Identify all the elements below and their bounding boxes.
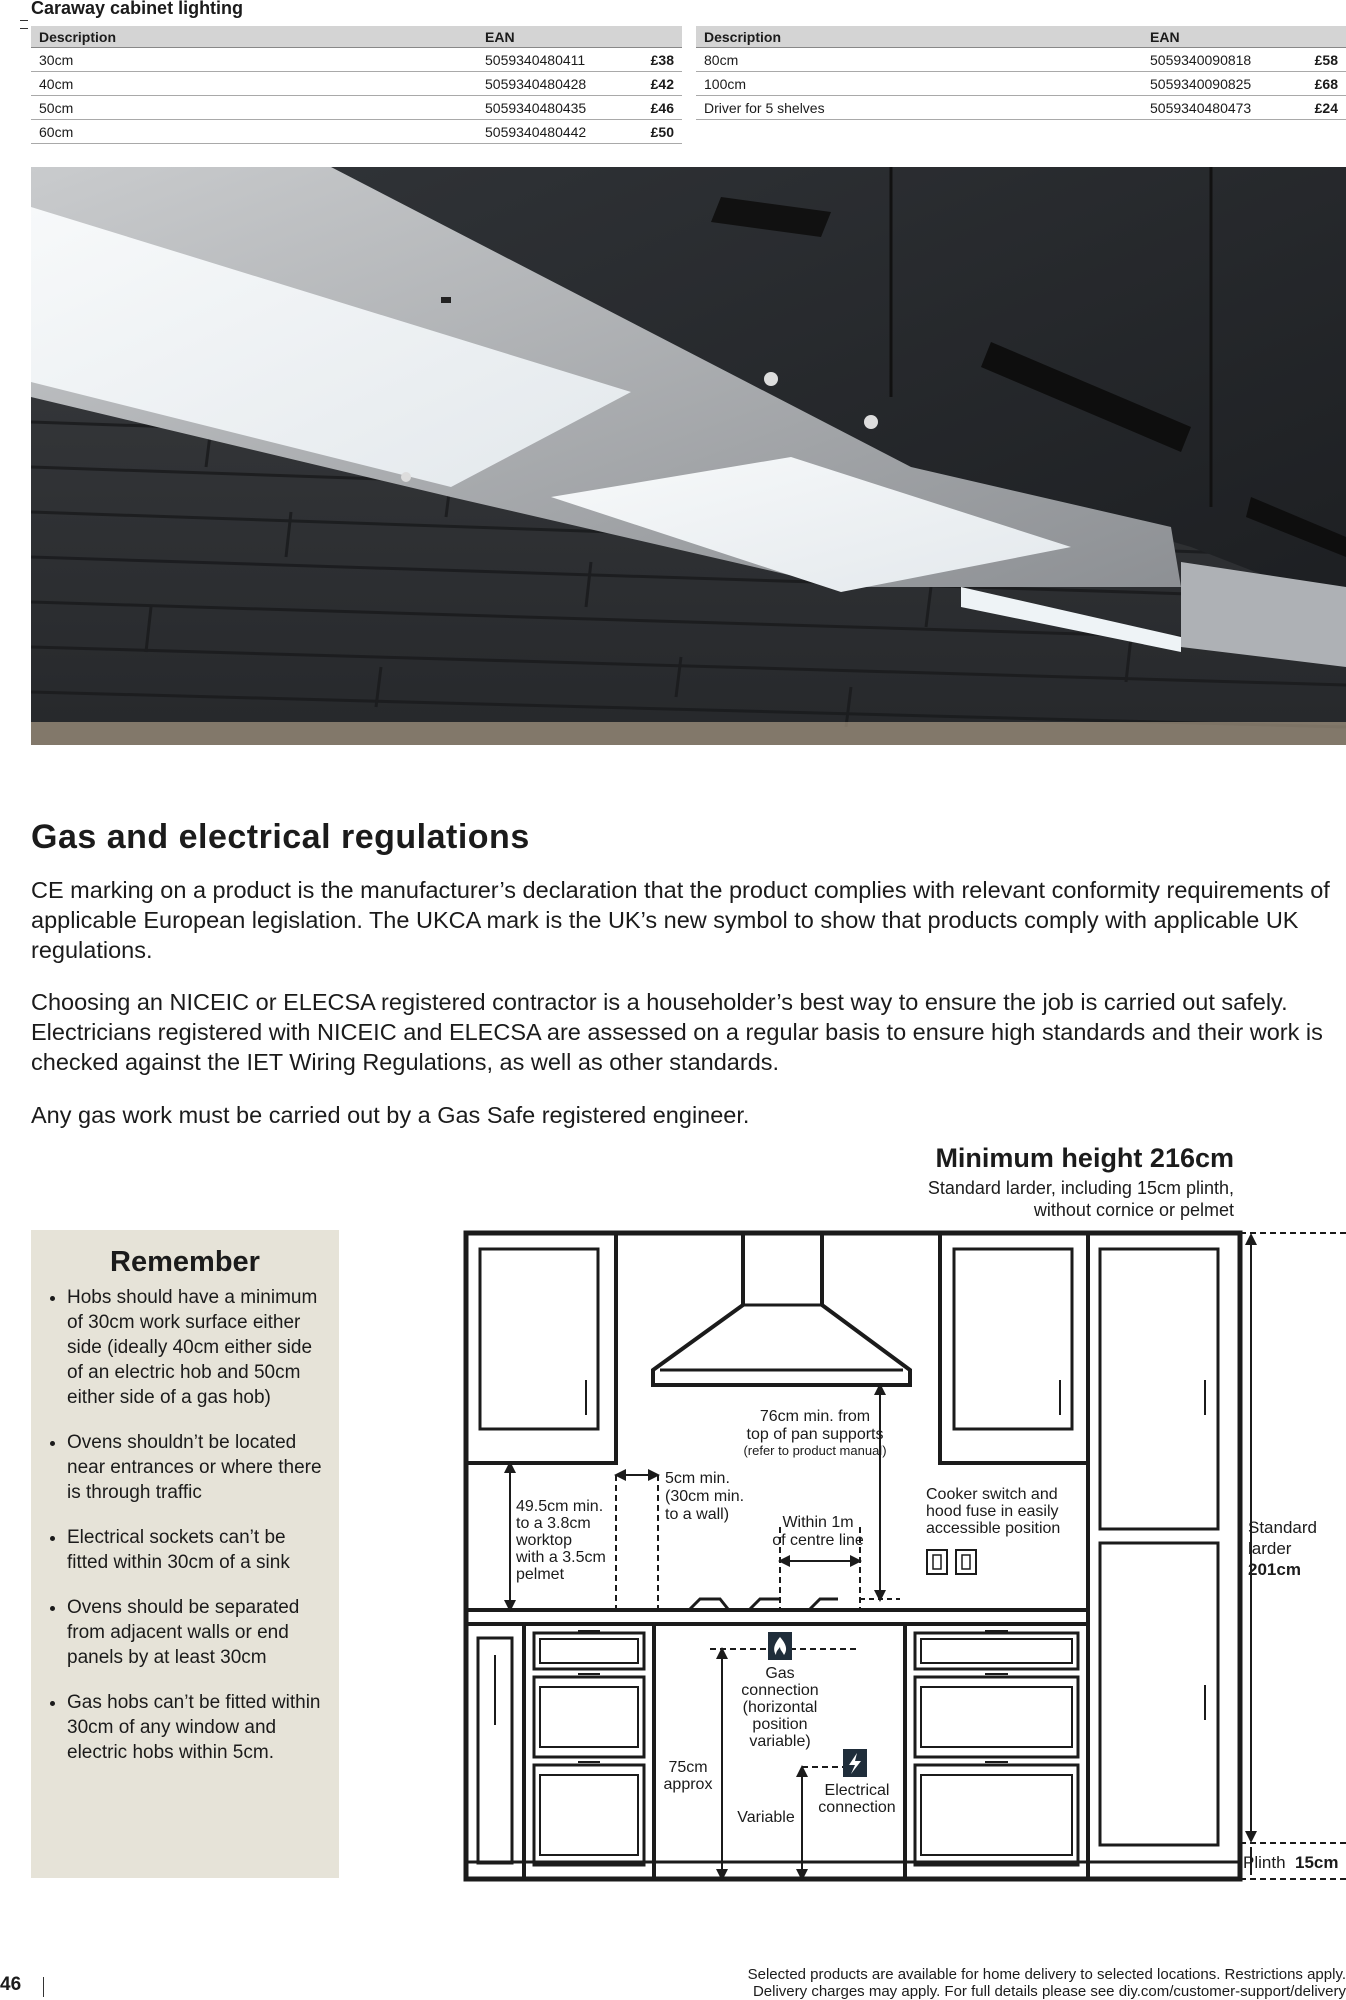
remember-list <box>31 1285 339 1765</box>
ean-cell: 5059340480411 <box>477 48 633 72</box>
svg-text:connection: connection <box>818 1799 896 1816</box>
column-header <box>633 26 682 48</box>
table-row <box>31 72 682 96</box>
svg-text:Cooker switch and: Cooker switch and <box>926 1486 1058 1503</box>
description-cell: Driver for 5 shelves <box>696 96 1142 120</box>
section-title: Caraway cabinet lighting <box>31 0 244 18</box>
svg-text:with a 3.5cm: with a 3.5cm <box>516 1549 606 1566</box>
diagram-title: Minimum height 216cm <box>935 1143 1234 1173</box>
footer-divider <box>43 1977 44 1997</box>
label-centre-line <box>772 1514 864 1549</box>
table-row <box>696 48 1346 72</box>
svg-text:top of pan supports: top of pan supports <box>746 1426 884 1443</box>
electrical-bolt-icon <box>843 1749 867 1777</box>
svg-text:to a 3.8cm: to a 3.8cm <box>516 1515 591 1532</box>
label-hood-clearance <box>743 1408 886 1458</box>
cooker-hood <box>653 1235 910 1385</box>
svg-text:to a wall): to a wall) <box>665 1506 730 1523</box>
column-header: Description <box>696 26 1142 48</box>
hob-pan-supports <box>690 1599 780 1609</box>
column-header: EAN <box>1142 26 1298 48</box>
description-cell: 30cm <box>31 48 477 72</box>
label-variable: Variable <box>737 1809 795 1826</box>
page-number: 46 <box>0 1974 22 1995</box>
ean-cell: 5059340480473 <box>1142 96 1298 120</box>
label-side-clearance <box>665 1470 744 1523</box>
ean-cell: 5059340090818 <box>1142 48 1298 72</box>
list-item: • Hobs should have a minimum of 30cm work surface either side (ideally 40cm either side of an electric hob and 50cm either side of a gas hob) <box>67 1285 327 1410</box>
svg-text:Within 1m: Within 1m <box>782 1514 854 1531</box>
svg-text:15cm: 15cm <box>1295 1853 1339 1872</box>
price-cell: £50 <box>633 120 682 144</box>
paragraph-niceic: Choosing an NICEIC or ELECSA registered contractor is a householder’s best way to ensure the job is carried out safely. Electricians registered with NICEIC and ELECSA are assessed on a regular basis to ensure high standards and their work is checked against the IET Wiring Regulations, as well as other standards. <box>31 989 1323 1075</box>
paragraph-gas-safe: Any gas work must be carried out by a Gas Safe registered engineer. <box>31 1102 750 1128</box>
label-plinth <box>1243 1853 1338 1872</box>
price-cell: £24 <box>1298 96 1346 120</box>
table-row <box>31 120 682 144</box>
label-cooker-switch <box>926 1486 1060 1537</box>
worktop <box>466 1610 1088 1624</box>
delivery-note-line: Delivery charges may apply. For full details please see diy.com/customer-support/delivery <box>752 1983 1346 2000</box>
hood-fuse-icon <box>956 1550 976 1574</box>
label-electrical-connection <box>818 1782 895 1816</box>
price-cell: £46 <box>633 96 682 120</box>
svg-text:Electrical: Electrical <box>824 1782 890 1799</box>
svg-text:hood fuse in easily: hood fuse in easily <box>926 1503 1059 1520</box>
delivery-note-line: Selected products are available for home delivery to selected locations. Restrictions apply. <box>747 1966 1346 1983</box>
svg-text:worktop: worktop <box>516 1532 573 1549</box>
svg-text:(horizontal: (horizontal <box>742 1699 818 1716</box>
svg-text:accessible position: accessible position <box>926 1520 1061 1537</box>
subtitle-line: without cornice or pelmet <box>1033 1200 1234 1220</box>
price-cell: £42 <box>633 72 682 96</box>
price-table-left <box>31 26 682 144</box>
ean-cell: 5059340480442 <box>477 120 633 144</box>
svg-text:Gas: Gas <box>765 1665 795 1682</box>
subtitle-line: Standard larder, including 15cm plinth, <box>927 1178 1234 1198</box>
table-row <box>696 72 1346 96</box>
svg-text:variable): variable) <box>749 1733 811 1750</box>
remember-box <box>31 1230 339 1878</box>
description-cell: 60cm <box>31 120 477 144</box>
description-cell: 40cm <box>31 72 477 96</box>
label-75cm <box>664 1759 713 1793</box>
svg-text:201cm: 201cm <box>1248 1560 1301 1579</box>
price-cell: £38 <box>633 48 682 72</box>
price-table-right <box>696 26 1346 120</box>
svg-text:(30cm min.: (30cm min. <box>665 1488 745 1505</box>
price-cell: £68 <box>1298 72 1346 96</box>
svg-text:76cm min. from: 76cm min. from <box>759 1408 871 1425</box>
list-item: • Ovens shouldn’t be located near entrances or where there is through traffic <box>67 1430 327 1505</box>
kitchen-layout-diagram <box>460 1225 1346 1890</box>
column-header: EAN <box>477 26 633 48</box>
paragraph-ce-ukca: CE marking on a product is the manufacturer’s declaration that the product complies with relevant conformity requirements of applicable European legislation. The UKCA mark is the UK’s new symbol to show that products comply with applicable UK regulations. <box>31 877 1330 963</box>
delivery-note <box>646 1966 1346 2000</box>
svg-text:position: position <box>752 1716 808 1733</box>
svg-text:Plinth: Plinth <box>1243 1853 1286 1872</box>
svg-text:approx: approx <box>663 1776 713 1793</box>
svg-text:of centre line: of centre line <box>772 1532 864 1549</box>
list-item: • Ovens should be separated from adjacent walls or end panels by at least 30cm <box>67 1595 327 1670</box>
svg-text:(refer to product manual): (refer to product manual) <box>743 1443 887 1458</box>
label-standard-larder <box>1248 1518 1317 1579</box>
table-row <box>31 48 682 72</box>
svg-text:larder: larder <box>1248 1539 1292 1558</box>
svg-text:Standard: Standard <box>1248 1518 1317 1537</box>
svg-text:pelmet: pelmet <box>516 1566 565 1583</box>
label-gas-connection <box>741 1665 818 1750</box>
ean-cell: 5059340090825 <box>1142 72 1298 96</box>
table-row <box>31 96 682 120</box>
svg-text:connection: connection <box>741 1682 819 1699</box>
label-worktop-clearance <box>515 1498 606 1583</box>
price-cell: £58 <box>1298 48 1346 72</box>
list-item: • Electrical sockets can’t be fitted within 30cm of a sink <box>67 1525 327 1575</box>
list-item: • Gas hobs can’t be fitted within 30cm of any window and electric hobs within 5cm. <box>67 1690 327 1765</box>
cooker-switch-icon <box>927 1550 947 1574</box>
svg-text:75cm: 75cm <box>668 1759 708 1776</box>
ean-cell: 5059340480435 <box>477 96 633 120</box>
menu-glyph <box>20 20 28 29</box>
column-header <box>1298 26 1346 48</box>
svg-text:49.5cm min.: 49.5cm min. <box>516 1498 604 1515</box>
diagram-subtitle <box>834 1177 1234 1221</box>
svg-text:5cm min.: 5cm min. <box>665 1470 730 1487</box>
product-photo <box>31 167 1346 745</box>
ean-cell: 5059340480428 <box>477 72 633 96</box>
description-cell: 100cm <box>696 72 1142 96</box>
description-cell: 80cm <box>696 48 1142 72</box>
column-header: Description <box>31 26 477 48</box>
description-cell: 50cm <box>31 96 477 120</box>
remember-title: Remember <box>110 1246 260 1278</box>
regulations-heading: Gas and electrical regulations <box>31 818 530 856</box>
table-row <box>696 96 1346 120</box>
gas-flame-icon <box>768 1632 792 1660</box>
